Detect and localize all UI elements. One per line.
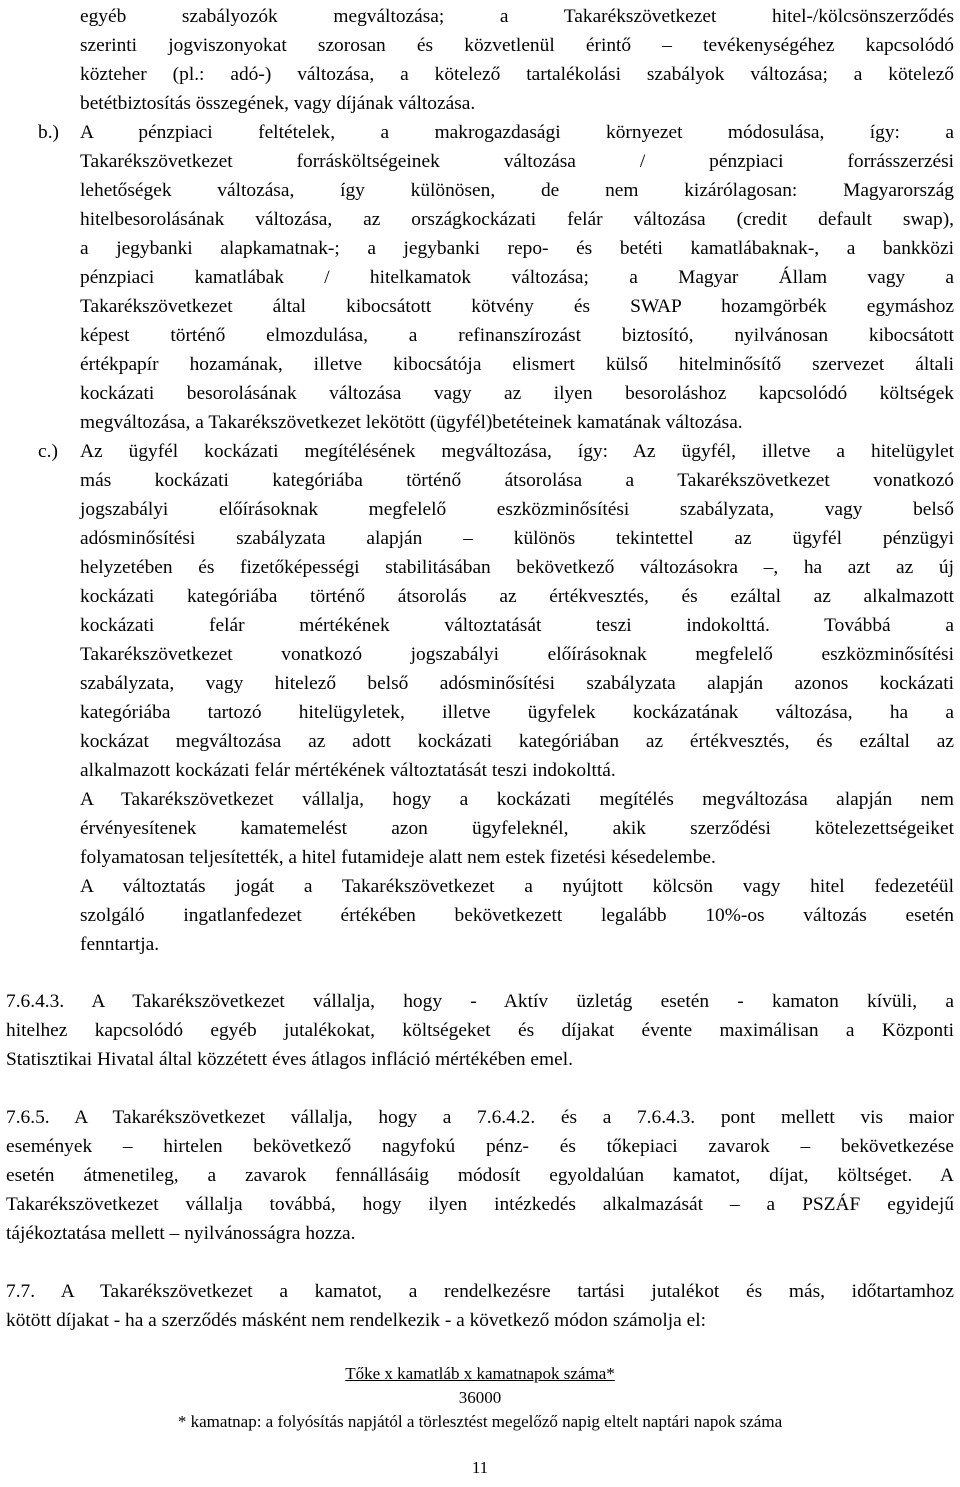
text-line: események – hirtelen bekövetkező nagyfokú pénz- és tőkepiaci zavarok – bekövetkezése — [6, 1136, 954, 1157]
formula-denominator: 36000 — [458, 1388, 502, 1407]
text-line: képest történő elmozdulása, a refinanszírozást biztosító, nyilvánosan kibocsátott — [80, 325, 954, 346]
text-line: kockázati besorolásának változása vagy az ilyen besoroláshoz kapcsolódó költségek — [80, 383, 954, 404]
text-line: hitelbesorolásának változása, az országkockázati felár változása (credit default swap), — [80, 209, 954, 230]
formula-numerator: Tőke x kamatláb x kamatnapok száma* — [345, 1364, 615, 1383]
text-line: kockázati kategóriába történő átsorolás az értékvesztés, és ezáltal az alkalmazott — [80, 586, 954, 607]
text-line: lehetőségek változása, így különösen, de nem kizárólagosan: Magyarország — [80, 180, 954, 201]
item-c-marker: c.) — [38, 441, 58, 462]
text-line: egyéb szabályozók megváltozása; a Takarékszövetkezet hitel-/kölcsönszerződés — [80, 6, 954, 27]
text-line: a jegybanki alapkamatnak-; a jegybanki repo- és betéti kamatlábaknak-, a bankközi — [80, 238, 954, 259]
text-line: Takarékszövetkezet által kibocsátott kötvény és SWAP hozamgörbék egymáshoz — [80, 296, 954, 317]
item-b-marker: b.) — [38, 122, 60, 143]
text-line: szerinti jogviszonyokat szorosan és közvetlenül érintő – tevékenységéhez kapcsolódó — [80, 35, 954, 56]
text-line: fenntartja. — [80, 934, 160, 955]
text-line: szolgáló ingatlanfedezet értékében bekövetkezett legalább 10%-os változás esetén — [80, 905, 954, 926]
text-line: megváltozása, a Takarékszövetkezet lekötött (ügyfél)betéteinek kamatának változása. — [80, 412, 743, 433]
text-line: A Takarékszövetkezet vállalja, hogy a kockázati megítélés megváltozása alapján nem — [80, 789, 954, 810]
text-line: jogszabályi előírásoknak megfelelő eszközminősítési szabályzata, vagy belső — [80, 499, 954, 520]
text-line: Takarékszövetkezet vállalja továbbá, hogy ilyen intézkedés alkalmazását – a PSZÁF egyidejű — [6, 1194, 954, 1215]
text-line: Takarékszövetkezet vonatkozó jogszabályi előírásoknak megfelelő eszközminősítési — [80, 644, 954, 665]
text-line: A változtatás jogát a Takarékszövetkezet a nyújtott kölcsön vagy hitel fedezetéül — [80, 876, 954, 897]
text-line: más kockázati kategóriába történő átsorolása a Takarékszövetkezet vonatkozó — [80, 470, 954, 491]
text-line: szabályzata, vagy hitelező belső adósminősítési szabályzata alapján azonos kockázati — [80, 673, 954, 694]
text-line: betétbiztosítás összegének, vagy díjának változása. — [80, 93, 476, 114]
text-line: értékpapír hozamának, illetve kibocsátója elismert külső hitelminősítő szervezet általi — [80, 354, 954, 375]
text-line: kockázati felár mértékének változtatását teszi indokolttá. Továbbá a — [80, 615, 954, 636]
text-line: adósminősítési szabályzata alapján – különös tekintettel az ügyfél pénzügyi — [80, 528, 954, 549]
text-line: 7.6.4.3. A Takarékszövetkezet vállalja, hogy - Aktív üzletág esetén - kamaton kívüli, a — [6, 991, 954, 1012]
text-line: alkalmazott kockázati felár mértékének változtatását teszi indokolttá. — [80, 760, 616, 781]
text-line: Takarékszövetkezet forrásköltségeinek változása / pénzpiaci forrásszerzési — [80, 151, 954, 172]
text-line: pénzpiaci kamatlábak / hitelkamatok változása; a Magyar Állam vagy a — [80, 267, 954, 288]
text-line: kockázat megváltozása az adott kockázati kategóriában az értékvesztés, és ezáltal az — [80, 731, 954, 752]
text-line: Statisztikai Hivatal által közzétett éves átlagos infláció mértékében emel. — [6, 1049, 573, 1070]
text-line: A pénzpiaci feltételek, a makrogazdasági környezet módosulása, így: a — [80, 122, 954, 143]
text-line: folyamatosan teljesítették, a hitel futamideje alatt nem estek fizetési késedelembe. — [80, 847, 716, 868]
text-line: Az ügyfél kockázati megítélésének megváltozása, így: Az ügyfél, illetve a hitelügylet — [80, 441, 954, 462]
text-line: helyzetében és fizetőképességi stabilitásában bekövetkező változásokra –, ha azt az új — [80, 557, 954, 578]
text-line: érvényesítenek kamatemelést azon ügyfeleknél, akik szerződési kötelezettségeiket — [80, 818, 954, 839]
formula-footnote: * kamatnap: a folyósítás napjától a törlesztést megelőző napig eltelt naptári napok száma — [177, 1412, 783, 1431]
page-number: 11 — [471, 1458, 489, 1477]
text-line: esetén átmenetileg, a zavarok fennállásáig módosít egyoldalúan kamatot, díjat, költséget. A — [6, 1165, 954, 1186]
text-line: kötött díjakat - ha a szerződés másként nem rendelkezik - a következő módon számolja el: — [6, 1310, 706, 1331]
text-line: közteher (pl.: adó-) változása, a kötelező tartalékolási szabályok változása; a kötelező — [80, 64, 954, 85]
text-line: tájékoztatása mellett – nyilvánosságra hozza. — [6, 1223, 356, 1244]
text-line: hitelhez kapcsolódó egyéb jutalékokat, költségeket és díjakat évente maximálisan a Központi — [6, 1020, 954, 1041]
text-line: 7.6.5. A Takarékszövetkezet vállalja, hogy a 7.6.4.2. és a 7.6.4.3. pont mellett vis maior — [6, 1107, 954, 1128]
text-line: 7.7. A Takarékszövetkezet a kamatot, a rendelkezésre tartási jutalékot és más, időtartamhoz — [6, 1281, 954, 1302]
text-line: kategóriába tartozó hitelügyletek, illetve ügyfelek kockázatának változása, ha a — [80, 702, 954, 723]
